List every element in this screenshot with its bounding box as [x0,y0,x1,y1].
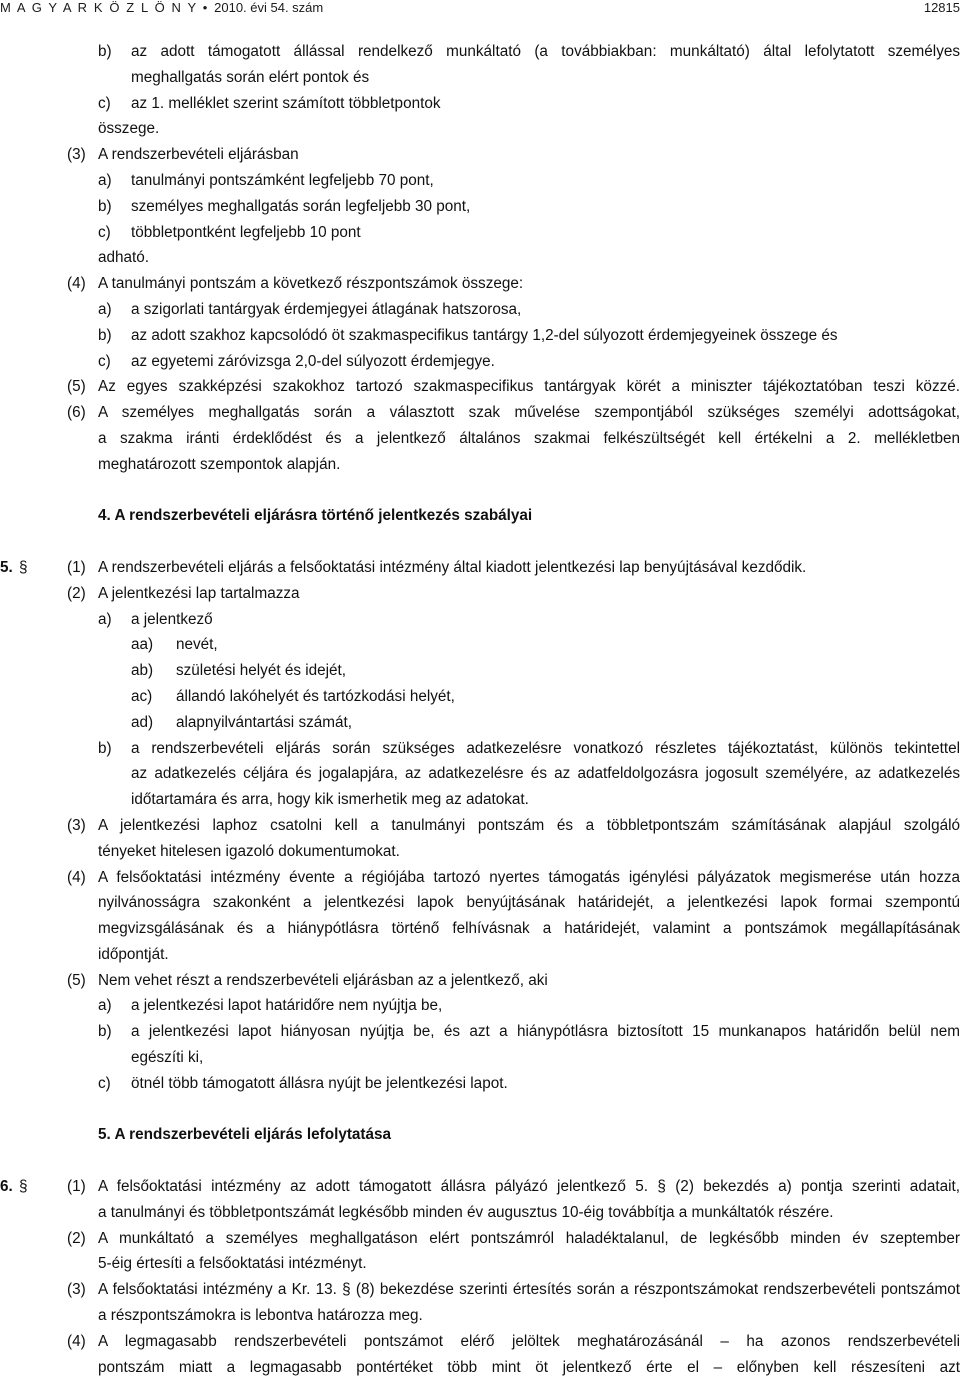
list-item [0,1019,960,1045]
section-number: 6. [0,1178,13,1196]
item-text: a jelentkező [131,610,213,628]
item-text: állandó lakóhelyét és tartózkodási helyét, [176,687,455,705]
item-label: a) [98,610,112,628]
item-label: c) [98,94,111,112]
list-item [0,194,960,220]
item-label: b) [98,43,112,60]
item-label: a) [98,171,112,189]
section-first-line [0,1174,960,1200]
list-item [0,865,960,891]
item-text: Az egyes szakképzési szakokhoz tartozó szakmaspecifikus tantárgyak körét a miniszter tájékoztatóban teszi közzé. [98,378,960,396]
list-item [0,297,960,323]
list-item [0,168,960,194]
item-text: A legmagasabb rendszerbevételi pontszámot elérő jelöltek meghatározásánál – ha azonos rendszerbevételi [98,1332,960,1350]
line-text: a részpontszámokra is lebontva határozza meg. [98,1307,423,1325]
item-label: a) [98,997,112,1015]
item-label: b) [98,739,112,757]
item-label: a) [98,300,112,318]
list-item [0,349,960,375]
continuation-line [0,916,960,942]
item-text: tanulmányi pontszámként legfeljebb 70 pont, [131,171,434,189]
item-label: c) [98,352,111,370]
continuation-line [0,1045,960,1071]
item-text: A tanulmányi pontszám a következő részpontszámok összege: [98,275,524,293]
list-item [0,813,960,839]
item-text: A rendszerbevételi eljárás a felsőoktatási intézmény által kiadott jelentkezési lap benyújtásával kezdődik. [98,558,807,576]
list-item [0,581,960,607]
item-text: Nem vehet részt a rendszerbevételi eljárásban az a jelentkező, aki [98,971,548,989]
item-text: a jelentkezési lapot hiányosan nyújtja be, és azt a hiánypótlásra biztosított 15 munkanapos határidőn belül nem [131,1023,960,1041]
item-label: c) [98,1074,111,1092]
list-item [0,993,960,1019]
continuation-line [0,1251,960,1277]
section-first-line [0,555,960,581]
line-text: tényeket hitelesen igazoló dokumentumokat. [98,842,400,860]
item-label: (4) [67,275,86,293]
item-label: (2) [67,1229,86,1247]
item-label: (3) [67,146,86,164]
heading-text: 5. A rendszerbevételi eljárás lefolytatása [98,1126,392,1144]
page-number: 12815 [923,0,960,15]
item-text: a szigorlati tantárgyak érdemjegyei átlagának hatszorosa, [131,300,522,318]
list-item [0,658,960,684]
item-label: (5) [67,378,86,396]
item-text: születési helyét és idejét, [176,662,347,680]
blank-line [0,1148,960,1174]
item-text: az 1. melléklet szerint számított többletpontok [131,94,441,112]
section-heading [0,503,960,529]
publication-title: M A G Y A R K Ö Z L Ö N Y • 2010. évi 54. szám [0,0,324,15]
item-text: a jelentkezési lapot határidőre nem nyújtja be, [131,997,443,1015]
item-label: (4) [67,1332,86,1350]
line-text: összege. [98,120,160,138]
document-body [0,39,960,1380]
item-label: (1) [67,558,86,576]
item-text: A jelentkezési laphoz csatolni kell a tanulmányi pontszám és a többletpontszám számításának alapjául szolgáló [98,816,960,834]
blank-line [0,1097,960,1123]
section-heading [0,1122,960,1148]
item-text: az egyetemi záróvizsga 2,0-del súlyozott érdemjegye. [131,352,495,370]
item-label: b) [98,1023,112,1041]
item-label: b) [98,326,112,344]
continuation-line [0,890,960,916]
line-text: a szakma iránti érdeklődést és a jelentkező általános szakmai felkészültségét kell értékelni a 2. mellékletben [98,429,960,447]
item-label: ac) [131,687,153,705]
list-item [0,968,960,994]
list-item [0,323,960,349]
list-item [0,142,960,168]
line-text: időpontját. [98,945,169,963]
item-text: A személyes meghallgatás során a választott szak művelése szempontjából szükséges személyi adottságokat, [98,404,960,422]
blank-line [0,529,960,555]
list-item [0,271,960,297]
page-header [0,0,960,16]
line-text: nyilvánosságra szakonként a jelentkezési lapok benyújtásának határidejét, a jelentkezési lapok formai szempontú [98,894,960,912]
line-text: az adatkezelés céljára és jogalapjára, az adatkezelésre és az adatfeldolgozásra jogosult személyére, az adatkezelés [131,765,960,783]
line-text: adható. [98,249,150,267]
item-label: (6) [67,404,86,422]
section-sign: § [19,1178,28,1196]
line-text: meghatározott szempontok alapján. [98,455,341,473]
list-item [0,220,960,246]
list-item [0,1329,960,1355]
heading-text: 4. A rendszerbevételi eljárásra történő jelentkezés szabályai [98,507,533,525]
continuation-line [0,65,960,91]
item-text: alapnyilvántartási számát, [176,713,352,731]
line-text: egészíti ki, [131,1049,204,1067]
continuation-line [0,452,960,478]
line-text: 5-éig értesíti a felsőoktatási intézményt. [98,1255,367,1273]
item-text: nevét, [176,636,218,654]
list-item [0,607,960,633]
item-label: (5) [67,971,86,989]
continuation-line [0,787,960,813]
item-text: az adott támogatott állással rendelkező munkáltató (a továbbiakban: munkáltató) által lefolytatott személyes [131,43,960,60]
item-label: b) [98,197,112,215]
item-text: ötnél több támogatott állásra nyújt be jelentkezési lapot. [131,1074,508,1092]
continuation-line [0,1303,960,1329]
item-label: aa) [131,636,154,654]
item-label: (1) [67,1178,86,1196]
item-label: (4) [67,868,86,886]
continuation-line [0,761,960,787]
blank-line [0,478,960,504]
item-label: ad) [131,713,154,731]
section-number: 5. [0,558,13,576]
continuation-line [0,839,960,865]
line-text: megvizsgálásának és a hiánypótlásra történő felhívásnak a határidejét, valamint a pontszámok megállapításának [98,920,960,938]
continuation-line [0,245,960,271]
continuation-line [0,116,960,142]
list-item [0,400,960,426]
item-text: A felsőoktatási intézmény évente a régiójába tartozó nyertes támogatás igénylési pályázatok megismerése után hozza [98,868,960,886]
item-text: A jelentkezési lap tartalmazza [98,584,300,602]
item-label: (2) [67,584,86,602]
list-item [0,374,960,400]
item-label: c) [98,223,111,241]
item-text: A felsőoktatási intézmény az adott támogatott állásra pályázó jelentkező 5. § (2) bekezdés a) pontja szerinti adatait, [98,1178,960,1196]
continuation-line [0,1355,960,1381]
line-text: időtartamára és arra, hogy kik ismerhetik meg az adatokat. [131,791,529,809]
item-text: személyes meghallgatás során legfeljebb 30 pont, [131,197,471,215]
item-text: többletpontként legfeljebb 10 pont [131,223,361,241]
item-text: A munkáltató a személyes meghallgatáson elért pontszámról haladéktalanul, de legkésőbb minden év szeptember [98,1229,960,1247]
list-item [0,736,960,762]
item-text: A felsőoktatási intézmény a Kr. 13. § (8) bekezdése szerinti értesítés során a részpontszámokat rendszerbevételi pontszámot [98,1281,960,1299]
list-item [0,1226,960,1252]
continuation-line [0,1200,960,1226]
list-item [0,1277,960,1303]
item-label: (3) [67,816,86,834]
line-text: a tanulmányi és többletpontszámát legkésőbb minden év augusztus 10-éig továbbítja a munkáltatók részére. [98,1203,834,1221]
list-item [0,39,960,65]
item-text: a rendszerbevételi eljárás során szükséges adatkezelésre vonatkozó részletes tájékoztatást, különös tekintettel [131,739,960,757]
list-item [0,684,960,710]
item-label: ab) [131,662,154,680]
continuation-line [0,426,960,452]
continuation-line [0,942,960,968]
section-sign: § [19,558,28,576]
list-item [0,1071,960,1097]
list-item [0,91,960,117]
item-text: az adott szakhoz kapcsolódó öt szakmaspecifikus tantárgy 1,2-del súlyozott érdemjegyeinek összege és [131,326,838,344]
list-item [0,632,960,658]
line-text: meghallgatás során elért pontok és [131,68,370,86]
item-text: A rendszerbevételi eljárásban [98,146,299,164]
line-text: pontszám miatt a legmagasabb pontértéket több mint öt jelentkező érte el – előnyben kell részesíteni azt [98,1358,960,1376]
item-label: (3) [67,1281,86,1299]
list-item [0,710,960,736]
